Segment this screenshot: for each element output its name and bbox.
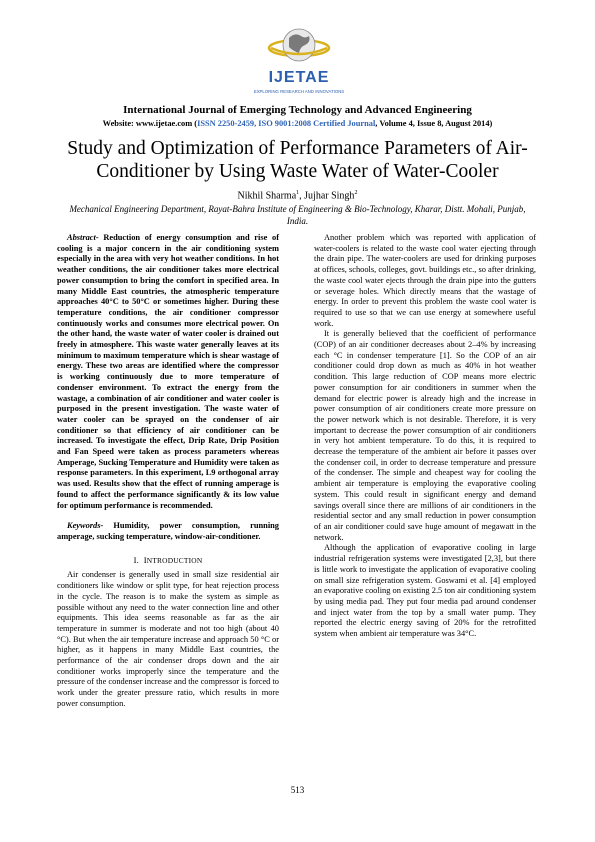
keywords-text: Humidity, power consumption, running amperage, sucking temperature, window-air-conditioner.	[57, 521, 279, 541]
left-column	[57, 233, 279, 710]
website-prefix: Website: www.ijetae.com (	[102, 119, 198, 128]
abstract-label: Abstract-	[67, 233, 99, 242]
volume-issue: , Volume 4, Issue 8, August 2014)	[375, 119, 493, 128]
journal-website-line	[0, 118, 595, 129]
section-heading-introduction	[57, 555, 279, 567]
abstract	[57, 233, 279, 511]
globe-icon	[251, 18, 347, 102]
author-1: Nikhil Sharma	[237, 190, 297, 202]
author-2: , Jujhar Singh	[299, 190, 355, 202]
abstract-text: Reduction of energy consumption and rise of cooling is a major concern in the air conditioning system especially in the area with very hot weather conditions. In hot weather conditions, the air conditioner takes more electrical power consumption to bring the comfort in specified area. In many Middle East countries, the atmospheric temperature approaches 40°C to 50°C or sometimes higher. During these temperature conditions, the air conditioner compressor continuously works and consumes more electrical power. On the other hand, the waste water of water cooler is drained out freely in atmosphere. This waste water generally leaves at its minimum to maximum temperature which is shear wastage of energy. These two areas are identified where the compressor is working continuously due to more temperature of condenser environment. To extract the energy from the wastage, a combination of air conditioner and water cooler is purposed in the present investigation. The waste water of water cooler can be sprayed on the condenser of air conditioner so that efficiency of air conditioner can be increased. To investigate the effect, Drip Rate, Drip Position and Fan Speed were taken as process parameters whereas Amperage, Sucking Temperature and Humidity were taken as response parameters. In this experiment, L9 orthogonal array was used. Results show that the effect of running amperage is found to affect the performance significantly & its low value for optimum performance is recommended.	[57, 233, 279, 510]
keywords	[57, 521, 279, 542]
journal-logo	[251, 18, 347, 102]
logo-tagline: EXPLORING RESEARCH AND INNOVATIONS	[253, 89, 345, 94]
section-initial: I	[143, 554, 147, 565]
author-2-affil-mark: 2	[354, 190, 358, 196]
section-number: I.	[133, 554, 140, 565]
right-column	[314, 233, 536, 640]
section-title-rest: NTRODUCTION	[146, 555, 203, 565]
page-number: 513	[290, 785, 305, 795]
intro-paragraph: Air condenser is generally used in small size residential air conditioners like window or split type, for heat rejection process in the cycle. The reason is to make the system as simple as possible without any need to the water connection line and other equipments. This idea seems reasonable as far as the air temperature in summer is moderate and not too high (about 40 °C). But when the air temperature increase and approach 50 °C or higher, as it happens in many Middle East countries, the performance of the air condenser drops down and the air conditioner works improperly since the temperature and the pressure of the condenser increase and the compressor is forced to work under the greater pressure ratio, which results in more power consumption.	[57, 570, 279, 708]
body-paragraph: Another problem which was reported with application of water-coolers is related to the waste cool water ejecting through the drain pipe. The water-coolers are used for drinking purposes at offices, schools, colleges, govt. buildings etc., so after drinking, the waste cool water ejects through the drain pipe into the gutters or severage holes. Which directly means that the wastage of energy. In order to prevent this problem the waste cool water is required to use so that we can use energy at somewhere useful work.	[314, 233, 536, 328]
keywords-label: Keywords-	[67, 521, 104, 531]
body-paragraph: Although the application of evaporative cooling in large industrial refrigeration systems were investigated [2,3], but there is little work to investigate the application of evaporative cooling on small size refrigeration system. Goswami et al. [4] employed an evaporative cooling on existing 2.5 ton air conditioning system by using media pad. They put four media pad around condenser and inject water from the top by a small water pump. They reported the electric energy saving of 20% for the retrofitted system when ambient air temperature was 34°C.	[314, 543, 536, 639]
affiliation: Mechanical Engineering Department, Rayat-Bahra Institute of Engineering & Bio-Technology, Kharar, Distt. Mohali, Punjab, India.	[69, 204, 526, 226]
journal-name: International Journal of Emerging Technology and Advanced Engineering	[123, 104, 472, 116]
body-paragraph: It is generally believed that the coefficient of performance (COP) of an air conditioner decreases about 2–4% by increasing each °C in condenser temperature [1]. So the COP of an air conditioner could drop down as much as 40% in hot weather condition. This large reduction of COP means more electric power consumption for air conditioners in summer when the demand for electric power is already high and the increase in power consumption of air conditioners create more pressure on the power network which is not desirable. Therefore, it is very important to decrease the power consumption of air conditioners in very hot ambient temperature. To do this, it is required to decrease the temperature of the ambient air before it passes over the condenser coil, in order to decrease temperature and pressure of the condenser. The simple and cheapest way for cooling the ambient air temperature is employing the evaporative cooling system. This could result in significant energy and demand savings overall since there are millions of air conditioners in the residential sector and any small reduction in power consumption of an air conditioner could save huge amount of megawatt in the network.	[314, 329, 536, 542]
author-line	[0, 187, 595, 202]
author-1-affil-mark: 1	[296, 190, 300, 196]
issn-link[interactable]: ISSN 2250-2459, ISO 9001:2008 Certified Journal	[197, 119, 376, 128]
paper-title: Study and Optimization of Performance Parameters of Air-Conditioner by Using Waste Water of Water-Cooler	[67, 138, 528, 182]
logo-wordmark: IJETAE	[268, 69, 330, 86]
